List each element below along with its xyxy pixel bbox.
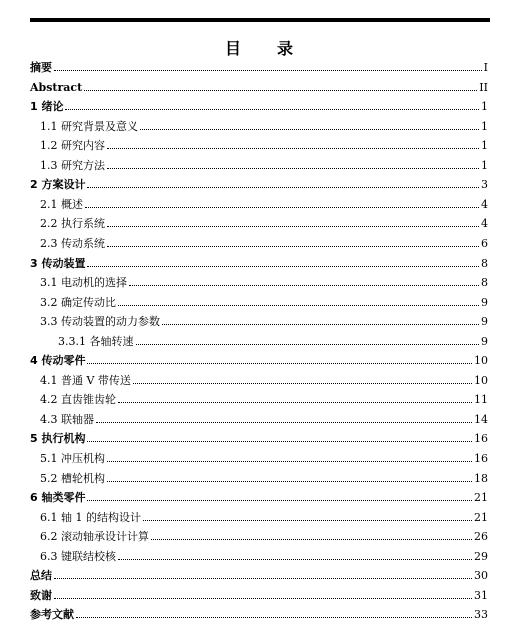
toc-entry-label: 4.2 直齿锥齿轮: [40, 393, 116, 407]
toc-leader-dots: [162, 324, 479, 325]
toc-leader-dots: [85, 207, 479, 208]
toc-entry-label: 6.1 轴 1 的结构设计: [40, 510, 141, 524]
toc-leader-dots: [87, 187, 479, 188]
toc-entry-page: 11: [474, 393, 488, 407]
toc-entry[interactable]: [30, 390, 488, 406]
toc-entry-label: 4 传动零件: [30, 354, 86, 368]
toc-entry-page: 9: [481, 315, 488, 329]
title-char-1: 目: [224, 39, 243, 58]
toc-entry-page: 16: [474, 432, 488, 446]
toc-entry-page: 31: [474, 588, 488, 602]
toc-leader-dots: [84, 90, 477, 91]
toc-entry-page: 18: [474, 471, 488, 485]
toc-entry[interactable]: [30, 586, 488, 602]
toc-leader-dots: [151, 539, 472, 540]
toc-leader-dots: [65, 109, 479, 110]
toc-entry[interactable]: [30, 273, 488, 289]
toc-entry-page: 3: [481, 178, 488, 192]
toc-entry-page: 30: [474, 569, 488, 583]
toc-entry-label: 3.1 电动机的选择: [40, 276, 127, 290]
toc-entry-label: 4.3 联轴器: [40, 412, 94, 426]
toc-entry[interactable]: [30, 78, 488, 94]
toc-entry-label: 3.3 传动装置的动力参数: [40, 315, 160, 329]
toc-leader-dots: [54, 578, 472, 579]
toc-entry-label: 5.2 槽轮机构: [40, 471, 105, 485]
toc-leader-dots: [87, 441, 472, 442]
toc-entry-page: 9: [481, 295, 488, 309]
toc-entry-page: 21: [474, 491, 488, 505]
toc-entry[interactable]: [30, 469, 488, 485]
toc-entry-label: 4.1 普通 V 带传送: [40, 373, 131, 387]
toc-entry[interactable]: [30, 136, 488, 152]
toc-entry-label: 致谢: [30, 588, 52, 602]
toc-entry[interactable]: [30, 605, 488, 621]
toc-entry-page: 10: [474, 373, 488, 387]
toc-entry[interactable]: [30, 254, 488, 270]
toc-entry[interactable]: [30, 293, 488, 309]
toc-entry[interactable]: [30, 449, 488, 465]
toc-entry[interactable]: [30, 312, 488, 328]
toc-leader-dots: [107, 246, 479, 247]
toc-entry-page: II: [479, 80, 488, 94]
toc-entry-page: 16: [474, 452, 488, 465]
toc-entry-label: 3.2 确定传动比: [40, 295, 116, 309]
toc-entry-page: I: [483, 61, 488, 74]
toc-entry-page: 14: [474, 412, 488, 426]
toc-entry-page: 10: [474, 354, 488, 368]
toc-entry-label: 2.3 传动系统: [40, 236, 105, 250]
toc-entry-label: 6 轴类零件: [30, 491, 86, 505]
toc-entry-page: 33: [474, 608, 488, 622]
toc-entry-page: 21: [474, 510, 488, 524]
toc-entry-page: 8: [481, 276, 488, 290]
toc-entry-label: 1.2 研究内容: [40, 139, 105, 153]
toc-entry-page: 4: [481, 197, 488, 211]
toc-entry-page: 8: [481, 256, 488, 270]
toc-entry[interactable]: [30, 371, 488, 387]
toc-leader-dots: [87, 363, 472, 364]
toc-entry-label: 1.3 研究方法: [40, 158, 105, 172]
toc-leader-dots: [118, 559, 472, 560]
toc-entry[interactable]: [30, 547, 488, 563]
toc-entry-page: 6: [481, 236, 488, 250]
toc-entry-label: 6.3 键联结校核: [40, 549, 116, 563]
toc-entry[interactable]: [30, 332, 488, 348]
toc-entry-label: 5.1 冲压机构: [40, 452, 105, 465]
toc-entry-label: 1.1 研究背景及意义: [40, 119, 138, 133]
toc-leader-dots: [129, 285, 479, 286]
toc-entry-label: 3.3.1 各轴转速: [58, 334, 134, 348]
toc-entry-page: 9: [481, 334, 488, 348]
toc-leader-dots: [136, 344, 480, 345]
toc-entry-label: 2 方案设计: [30, 178, 86, 192]
toc-leader-dots: [107, 148, 479, 149]
toc-entry-label: 3 传动装置: [30, 256, 86, 270]
toc-entry-page: 26: [474, 530, 488, 544]
toc-entry[interactable]: [30, 508, 488, 524]
toc-leader-dots: [87, 500, 472, 501]
toc-entry[interactable]: [30, 410, 488, 426]
toc-entry[interactable]: [30, 156, 488, 172]
toc-leader-dots: [54, 598, 472, 599]
page-title: [0, 36, 520, 59]
toc-entry-label: 2.2 执行系统: [40, 217, 105, 231]
toc-entry-page: 1: [481, 119, 488, 133]
toc-entry[interactable]: [30, 488, 488, 504]
toc-entry-page: 29: [474, 549, 488, 563]
toc-entry-label: 6.2 滚动轴承设计计算: [40, 530, 149, 544]
toc-leader-dots: [118, 402, 472, 403]
toc-leader-dots: [143, 520, 472, 521]
toc-leader-dots: [107, 481, 472, 482]
toc-entry-page: 1: [481, 100, 488, 114]
title-char-2: 录: [277, 39, 296, 58]
toc-leader-dots: [54, 70, 482, 71]
toc-leader-dots: [118, 305, 479, 306]
toc-leader-dots: [96, 422, 472, 423]
toc-entry[interactable]: [30, 429, 488, 445]
toc-leader-dots: [87, 266, 479, 267]
toc-entry-label: 摘要: [30, 61, 52, 74]
toc-entry-label: 总结: [30, 569, 52, 583]
toc-entry-label: 5 执行机构: [30, 432, 86, 446]
toc-leader-dots: [140, 129, 479, 130]
toc-entry[interactable]: [30, 351, 488, 367]
toc-entry-label: 2.1 概述: [40, 197, 83, 211]
toc-entry[interactable]: [30, 175, 488, 191]
top-rule: [30, 18, 490, 22]
toc-entry-label: 1 绪论: [30, 100, 64, 114]
toc-entry-page: 4: [481, 217, 488, 231]
toc-leader-dots: [107, 168, 479, 169]
toc-leader-dots: [107, 226, 479, 227]
toc-entry[interactable]: [30, 117, 488, 133]
toc-entry[interactable]: [30, 97, 488, 113]
toc-entry[interactable]: [30, 527, 488, 543]
toc-leader-dots: [107, 461, 472, 462]
toc-entry[interactable]: [30, 234, 488, 250]
toc-leader-dots: [76, 617, 472, 618]
toc-entry-label: Abstract: [30, 80, 83, 94]
toc-entry[interactable]: [30, 214, 488, 230]
toc-entry-label: 参考文献: [30, 608, 74, 622]
toc-entry-page: 1: [481, 158, 488, 172]
toc-entry[interactable]: [30, 566, 488, 582]
toc-entry[interactable]: [30, 58, 488, 74]
toc-entry[interactable]: [30, 195, 488, 211]
toc-leader-dots: [133, 383, 472, 384]
toc-entry-page: 1: [481, 139, 488, 153]
